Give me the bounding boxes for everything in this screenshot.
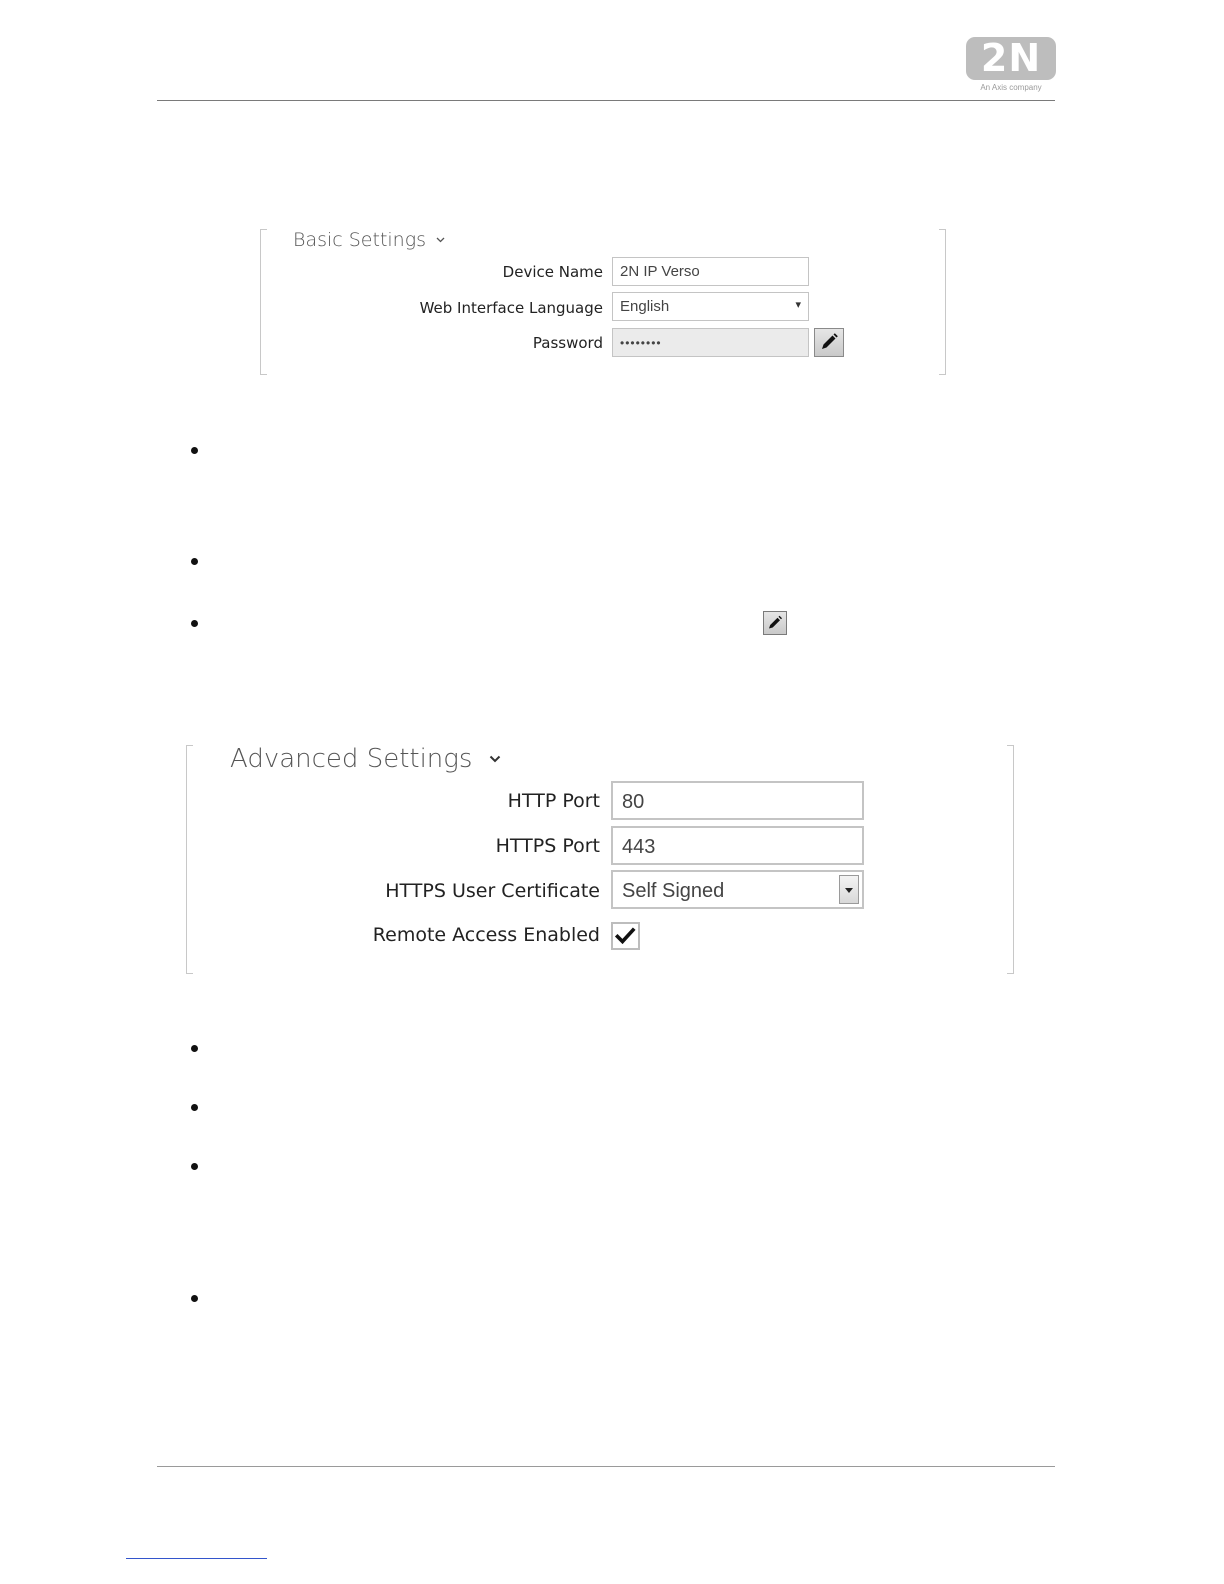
list-bullet — [191, 1163, 198, 1170]
panel-bracket-left — [186, 745, 193, 974]
advanced-settings-title[interactable] — [230, 740, 501, 774]
inline-edit-icon — [763, 611, 787, 635]
list-bullet — [191, 1045, 198, 1052]
remote-access-enabled-checkbox[interactable] — [611, 922, 640, 950]
dropdown-arrow-button[interactable] — [839, 875, 859, 904]
list-bullet — [191, 1104, 198, 1111]
remote-access-enabled-label: Remote Access Enabled — [372, 924, 600, 946]
caret-down-icon: ▾ — [795, 299, 801, 311]
https-port-input[interactable]: 443 — [611, 826, 864, 865]
pencil-icon — [815, 341, 843, 360]
footer-link-underline — [126, 1558, 267, 1559]
advanced-settings-title-text: Advanced Settings — [230, 744, 473, 774]
list-bullet — [191, 620, 198, 627]
basic-settings-panel — [260, 229, 946, 375]
caret-down-icon — [845, 888, 853, 893]
checkmark-icon — [613, 933, 638, 952]
https-user-certificate-value: Self Signed — [622, 880, 725, 902]
web-interface-language-value: English — [620, 298, 670, 315]
advanced-settings-panel — [186, 745, 1014, 974]
panel-bracket-left — [260, 229, 267, 375]
chevron-down-icon — [436, 232, 445, 247]
list-bullet — [191, 1295, 198, 1302]
header-divider — [157, 100, 1055, 101]
device-name-input[interactable]: 2N IP Verso — [612, 257, 809, 286]
password-input: •••••••• — [612, 328, 809, 357]
list-bullet — [191, 558, 198, 565]
http-port-label: HTTP Port — [507, 790, 600, 812]
basic-settings-title-text: Basic Settings — [293, 229, 427, 251]
edit-password-button[interactable] — [814, 328, 844, 357]
logo-text: 2N — [980, 36, 1042, 80]
device-name-label: Device Name — [502, 263, 603, 281]
https-user-certificate-label: HTTPS User Certificate — [385, 880, 600, 902]
web-interface-language-label: Web Interface Language — [419, 299, 603, 317]
password-label: Password — [532, 334, 603, 352]
web-interface-language-select[interactable] — [612, 292, 809, 321]
panel-bracket-right — [1007, 745, 1014, 974]
chevron-down-icon — [489, 740, 501, 770]
panel-bracket-right — [939, 229, 946, 375]
list-bullet — [191, 447, 198, 454]
footer-divider — [157, 1466, 1055, 1467]
basic-settings-title[interactable] — [293, 229, 445, 251]
brand-logo — [966, 37, 1056, 80]
https-port-label: HTTPS Port — [495, 835, 600, 857]
https-user-certificate-select[interactable] — [611, 870, 864, 909]
http-port-input[interactable]: 80 — [611, 781, 864, 820]
logo-tagline: An Axis company — [980, 83, 1042, 92]
